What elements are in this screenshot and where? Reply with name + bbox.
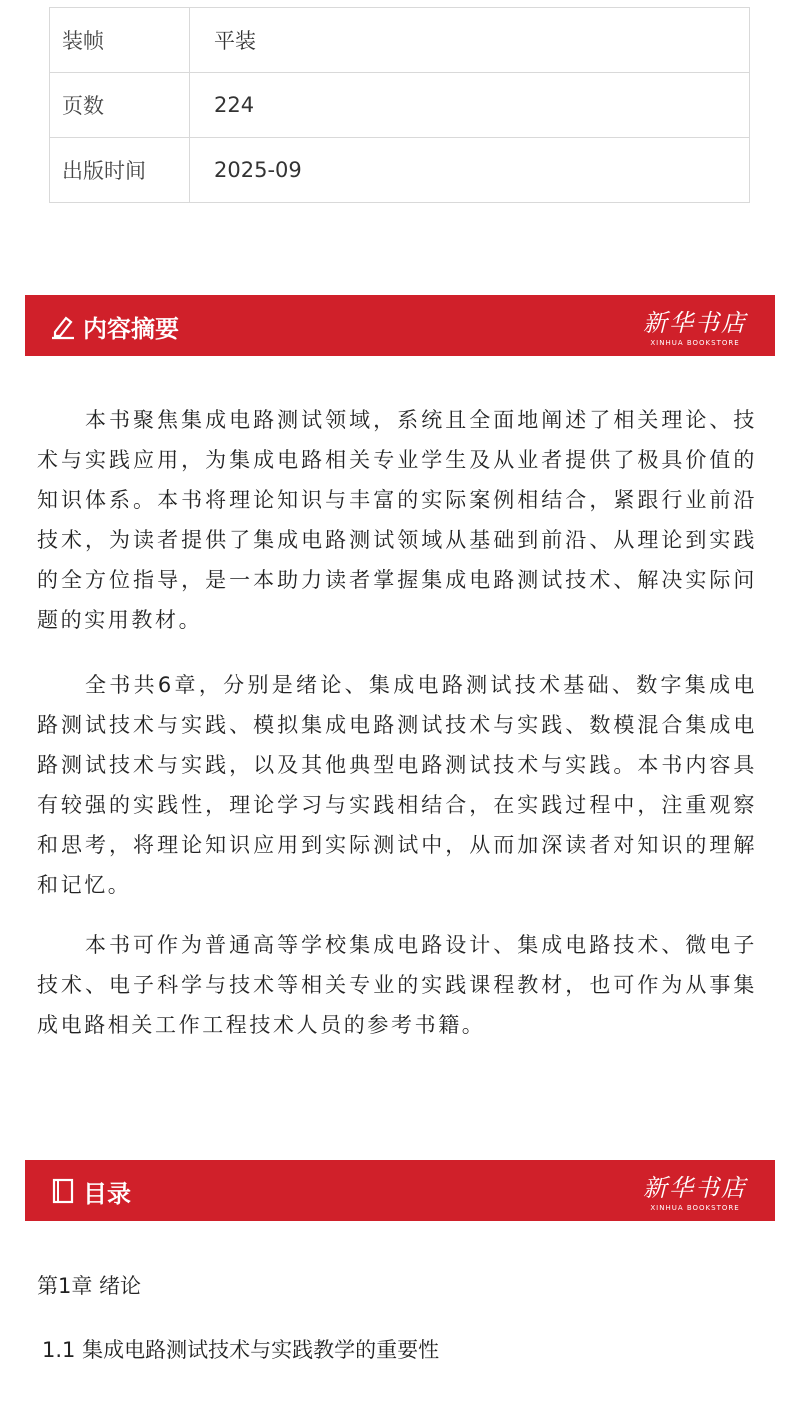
xinhua-logo: 新华书店 XINHUA BOOKSTORE	[643, 1174, 747, 1212]
xinhua-logo: 新华书店 XINHUA BOOKSTORE	[643, 309, 747, 347]
section-title: 内容摘要	[83, 315, 179, 343]
table-row: 装帧 平装	[50, 8, 750, 73]
summary-paragraph: 全书共6章，分别是绪论、集成电路测试技术基础、数字集成电路测试技术与实践、模拟集成电路测试技术与实践、数模混合集成电路测试技术与实践，以及其他典型电路测试技术与实践。本书内容具有较强的实践性，理论学习与实践相结合，在实践过程中，注重观察和思考，将理论知识应用到实际测试中，从而加深读者对知识的理解和记忆。	[37, 673, 757, 897]
table-row: 出版时间 2025-09	[50, 138, 750, 203]
summary-paragraph: 本书可作为普通高等学校集成电路设计、集成电路技术、微电子技术、电子科学与技术等相关专业的实践课程教材，也可作为从事集成电路相关工作工程技术人员的参考书籍。	[37, 933, 757, 1037]
section-title: 目录	[83, 1180, 131, 1208]
book-icon	[49, 1177, 77, 1205]
summary-paragraph: 本书聚焦集成电路测试领域，系统且全面地阐述了相关理论、技术与实践应用，为集成电路相关专业学生及从业者提供了极具价值的知识体系。本书将理论知识与丰富的实际案例相结合，紧跟行业前沿技术，为读者提供了集成电路测试领域从基础到前沿、从理论到实践的全方位指导，是一本助力读者掌握集成电路测试技术、解决实际问题的实用教材。	[37, 408, 757, 632]
toc-section: 1.1 集成电路测试技术与实践教学的重要性	[42, 1338, 440, 1362]
toc-chapter: 第1章 绪论	[37, 1274, 142, 1298]
summary-banner	[25, 295, 775, 356]
pencil-icon	[49, 312, 77, 340]
toc-banner	[25, 1160, 775, 1221]
table-row: 页数 224	[50, 73, 750, 138]
specs-table	[49, 7, 750, 203]
